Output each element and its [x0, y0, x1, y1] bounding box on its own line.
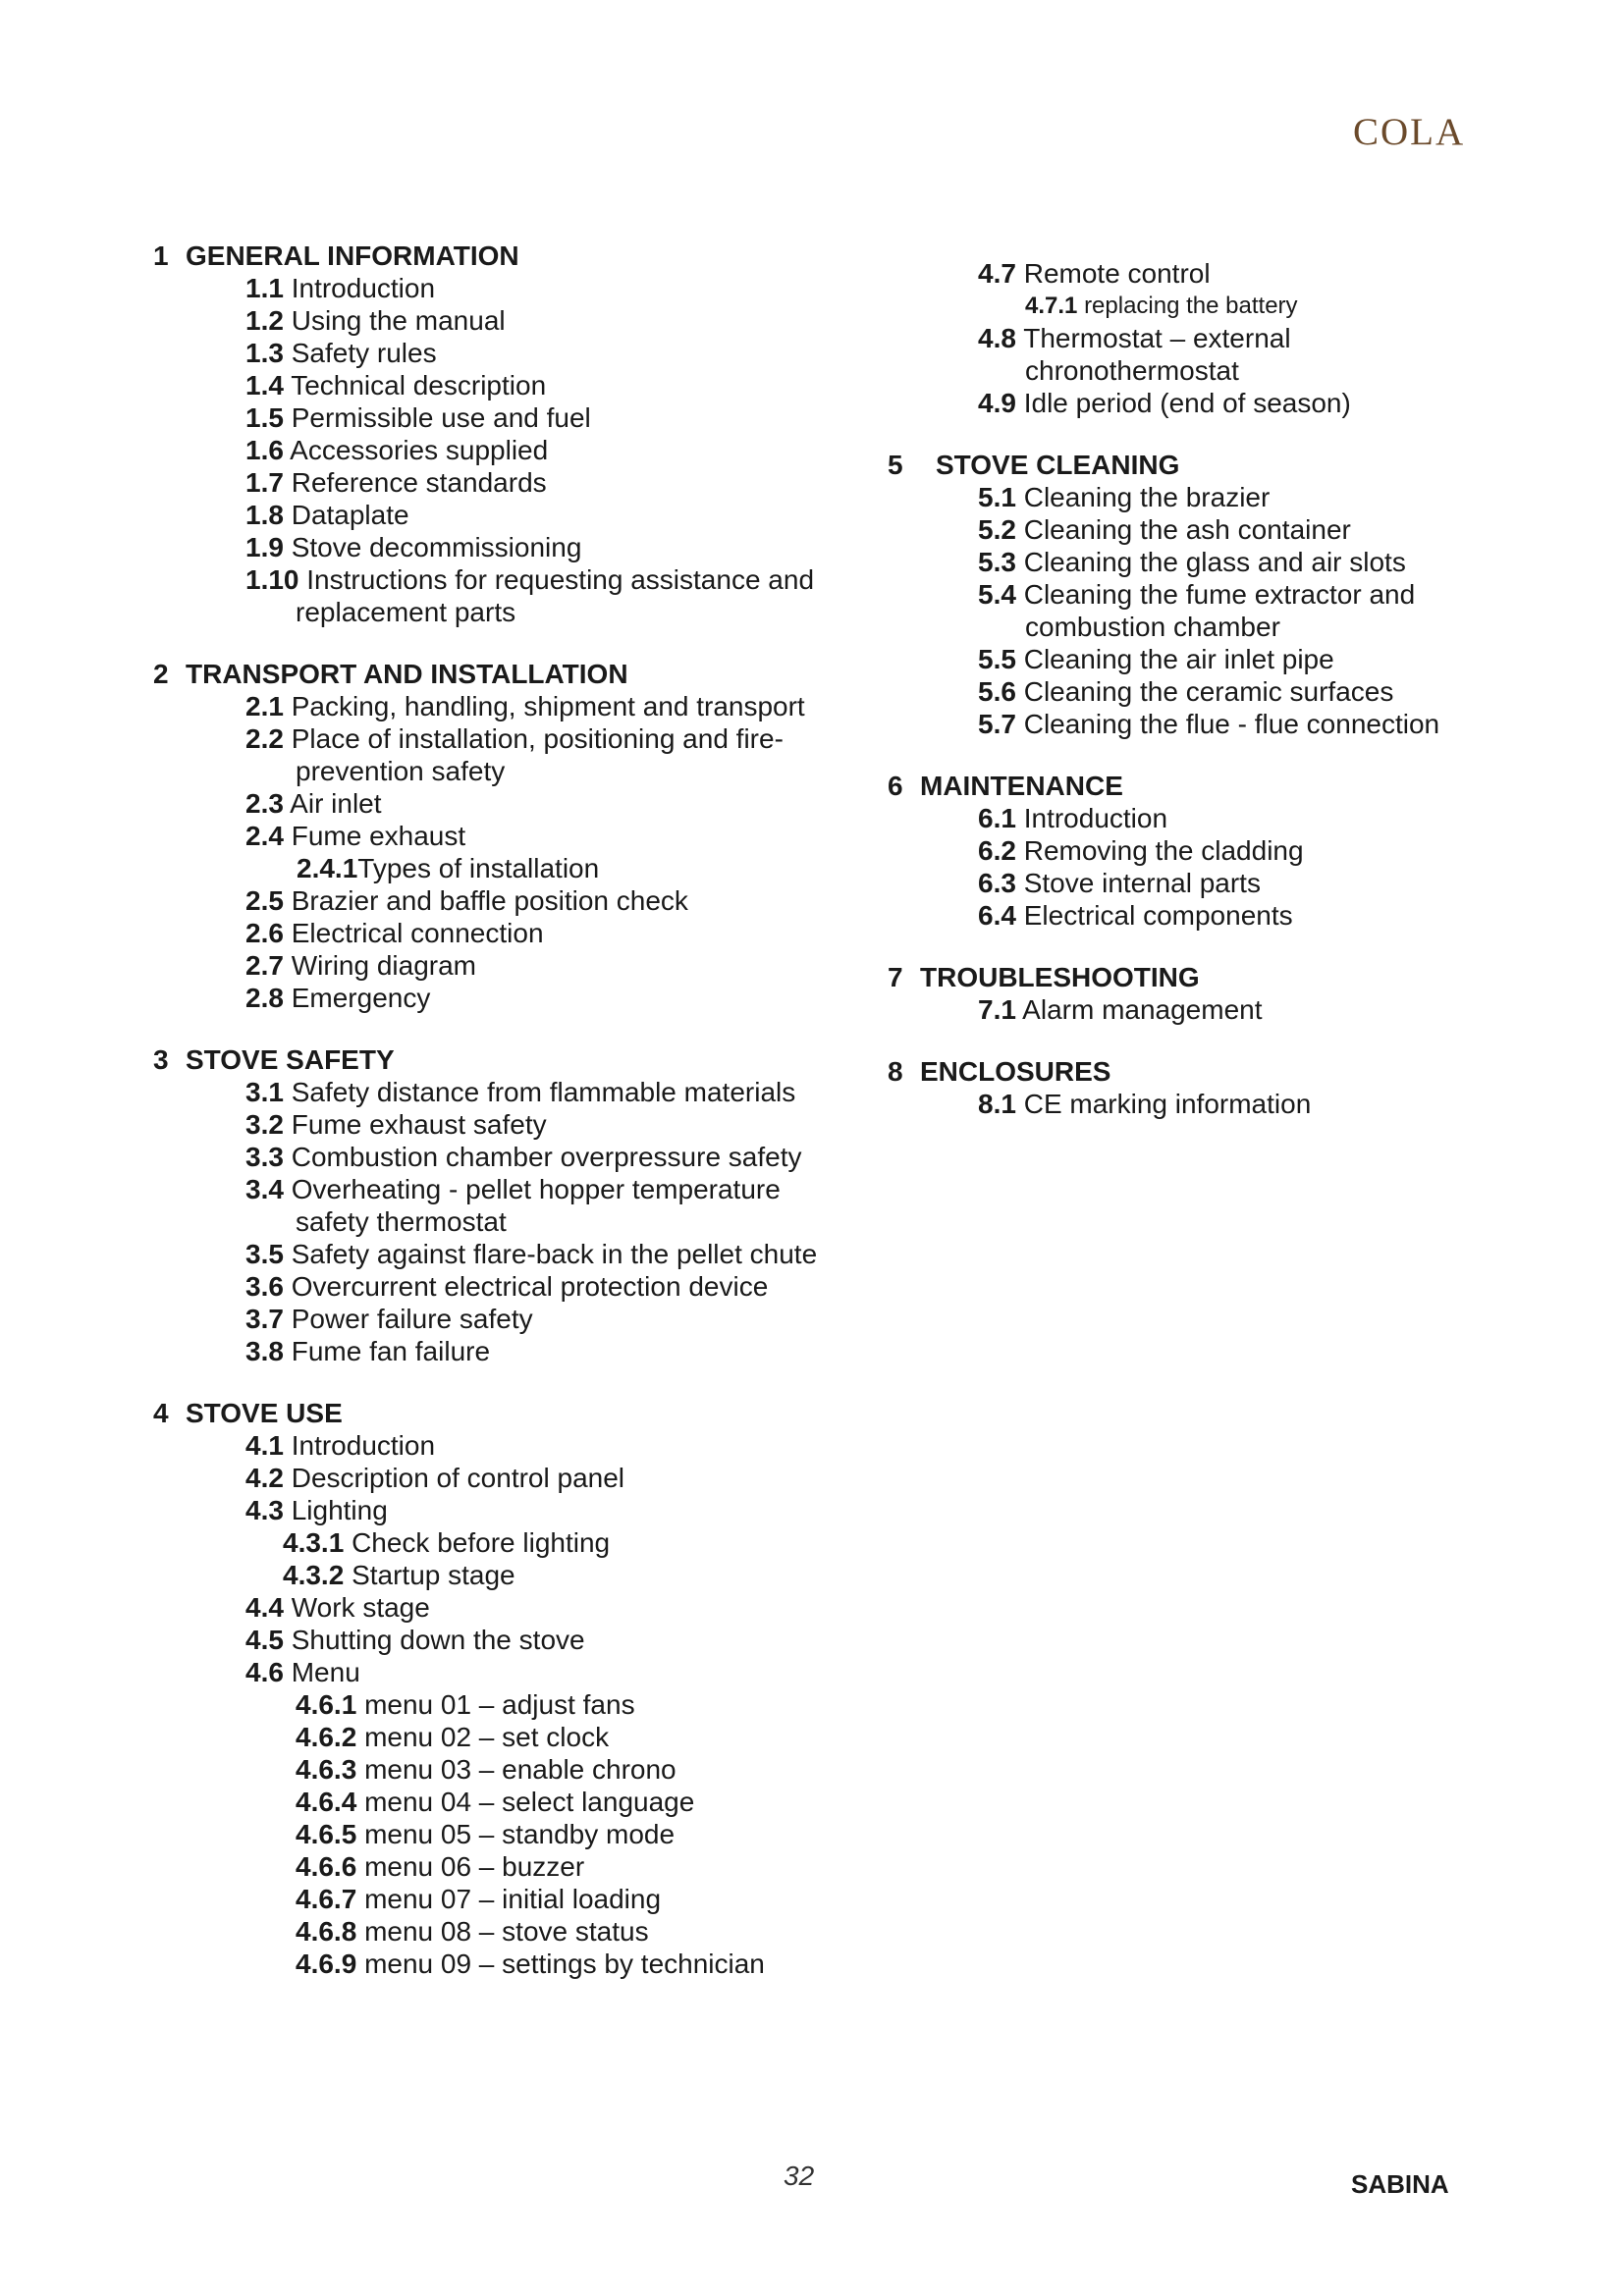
toc-entry [153, 1818, 860, 1850]
toc-entry [153, 1688, 860, 1721]
toc-entry [153, 1076, 860, 1108]
toc-entry-number: 6.3 [978, 868, 1016, 898]
toc-entry [888, 675, 1595, 708]
toc-entry-title: Electrical connection [291, 918, 544, 948]
toc-entry-number: 5.4 [978, 579, 1016, 610]
toc-entry-number: 1.6 [245, 435, 284, 465]
toc-entry-title: Alarm management [1022, 994, 1263, 1025]
toc-section [153, 658, 860, 1014]
toc-entry [153, 272, 860, 304]
toc-entry [153, 1915, 860, 1948]
toc-entry-number: 1.7 [245, 467, 284, 498]
toc-entry-number: 4.3.1 [283, 1527, 345, 1558]
toc-entry-title-continued: replacement parts [296, 597, 516, 627]
toc-entry-title: Combustion chamber overpressure safety [291, 1142, 802, 1172]
toc-entry-title: Overcurrent electrical protection device [291, 1271, 769, 1302]
toc-entry [153, 690, 860, 722]
toc-entry [153, 1303, 860, 1335]
toc-entry-number: 2.6 [245, 918, 284, 948]
toc-entry-number: 4.6.4 [296, 1787, 357, 1817]
toc-entry-number: 2.7 [245, 950, 284, 981]
toc-entry-number: 4.6.9 [296, 1949, 357, 1979]
toc-section-heading [888, 770, 1595, 802]
toc-entry-number: 4.3 [245, 1495, 284, 1525]
toc-section-number: 2 [153, 659, 169, 689]
toc-entry-title: Using the manual [291, 305, 506, 336]
toc-entry-title: Fume exhaust safety [291, 1109, 547, 1140]
toc-entry [153, 1656, 860, 1688]
toc-entry [153, 820, 860, 852]
toc-entry [153, 982, 860, 1014]
toc-section-number: 5 [888, 450, 903, 480]
toc-entry [888, 481, 1595, 513]
toc-entry [888, 578, 1595, 643]
toc-entry [888, 513, 1595, 546]
toc-entry-title: Cleaning the flue - flue connection [1023, 709, 1440, 739]
toc-entry-title: menu 06 – buzzer [364, 1851, 585, 1882]
toc-entry [153, 852, 860, 884]
toc-entry-number: 4.6.1 [296, 1689, 357, 1720]
toc-entry [153, 787, 860, 820]
toc-entry-number: 5.3 [978, 547, 1016, 577]
toc-entry [153, 563, 860, 628]
toc-entry-title: Cleaning the glass and air slots [1023, 547, 1406, 577]
toc-entry-title: Packing, handling, shipment and transport [291, 691, 805, 721]
toc-entry-title: Safety rules [291, 338, 437, 368]
toc-entry [153, 1624, 860, 1656]
toc-entry [153, 917, 860, 949]
toc-entry-title: Cleaning the ash container [1023, 514, 1351, 545]
toc-entry-number: 3.5 [245, 1239, 284, 1269]
toc-entry-title: Introduction [291, 1430, 436, 1461]
toc-entry [888, 708, 1595, 740]
toc-entry-number: 3.3 [245, 1142, 284, 1172]
toc-entry-number: 4.6.2 [296, 1722, 357, 1752]
toc-section-title: STOVE CLEANING [936, 450, 1180, 480]
toc-section-title: TRANSPORT AND INSTALLATION [186, 659, 628, 689]
toc-entry [153, 1173, 860, 1238]
toc-entry-number: 3.7 [245, 1304, 284, 1334]
toc-entry-title: Wiring diagram [291, 950, 476, 981]
toc-entry-title: menu 05 – standby mode [364, 1819, 676, 1849]
toc-entry-number: 2.5 [245, 885, 284, 916]
toc-entry-number: 4.6 [245, 1657, 284, 1687]
toc-section-number: 8 [888, 1056, 903, 1087]
toc-entry [888, 1088, 1595, 1120]
toc-entry [888, 290, 1595, 322]
toc-entry-title: Place of installation, positioning and fire- [291, 723, 784, 754]
toc-section-number: 1 [153, 240, 169, 271]
toc-entry-number: 8.1 [978, 1089, 1016, 1119]
toc-entry-number: 4.7 [978, 258, 1016, 289]
toc-section-title: ENCLOSURES [920, 1056, 1111, 1087]
toc-entry-title: Electrical components [1023, 900, 1293, 931]
toc-entry [153, 722, 860, 787]
toc-entry-number: 5.1 [978, 482, 1016, 512]
toc-entry-title: Cleaning the brazier [1023, 482, 1271, 512]
toc-entry-number: 3.8 [245, 1336, 284, 1366]
footer-brand: SABINA [1351, 2169, 1449, 2199]
toc-entry [153, 337, 860, 369]
toc-entry-title: Dataplate [291, 500, 409, 530]
toc-section [153, 240, 860, 628]
toc-entry-title: Startup stage [352, 1560, 515, 1590]
toc-entry-title: Thermostat – external [1023, 323, 1291, 353]
toc-entry-number: 1.2 [245, 305, 284, 336]
toc-entry [153, 369, 860, 401]
toc-entry [153, 1494, 860, 1526]
toc-entry [153, 1526, 860, 1559]
toc-entry-title: Shutting down the stove [291, 1625, 585, 1655]
toc-section-number: 4 [153, 1398, 169, 1428]
toc-entry-title: Fume fan failure [291, 1336, 491, 1366]
toc-entry [888, 802, 1595, 834]
toc-section-heading [153, 240, 860, 272]
toc-section-number: 7 [888, 962, 903, 992]
toc-entry-number: 1.1 [245, 273, 284, 303]
toc-entry-number: 3.4 [245, 1174, 284, 1204]
toc-entry [888, 899, 1595, 932]
toc-entry-title-continued: chronothermostat [1025, 355, 1239, 386]
toc-entry-number: 1.10 [245, 564, 299, 595]
toc-entry-number: 3.1 [245, 1077, 284, 1107]
toc-section [888, 1055, 1595, 1120]
toc-entry [153, 401, 860, 434]
toc-entry-number: 4.7.1 [1025, 293, 1078, 319]
toc-entry [153, 1335, 860, 1367]
toc-entry-number: 7.1 [978, 994, 1016, 1025]
toc-section-heading [888, 1055, 1595, 1088]
toc-entry [153, 1559, 860, 1591]
toc-entry [153, 1948, 860, 1980]
toc-entry [153, 1721, 860, 1753]
toc-entry [153, 949, 860, 982]
toc-entry-title: Work stage [291, 1592, 430, 1623]
toc-entry [153, 884, 860, 917]
toc-right-column [888, 257, 1595, 1149]
toc-entry-title: Introduction [1023, 803, 1168, 833]
toc-entry [888, 546, 1595, 578]
toc-entry-title: Technical description [291, 370, 547, 400]
toc-section-title: STOVE USE [186, 1398, 343, 1428]
toc-entry [888, 993, 1595, 1026]
toc-entry-title: Power failure safety [291, 1304, 533, 1334]
toc-entry-title: menu 09 – settings by technician [364, 1949, 765, 1979]
toc-section-number: 3 [153, 1044, 169, 1075]
toc-entry-title: Check before lighting [352, 1527, 611, 1558]
toc-entry-title: menu 03 – enable chrono [364, 1754, 677, 1785]
toc-entry [153, 499, 860, 531]
toc-entry-title: Description of control panel [291, 1463, 625, 1493]
toc-entry-title: Safety against flare-back in the pellet chute [291, 1239, 818, 1269]
toc-section [888, 961, 1595, 1026]
toc-section-heading [153, 1043, 860, 1076]
toc-entry-number: 3.2 [245, 1109, 284, 1140]
toc-entry-number: 6.4 [978, 900, 1016, 931]
toc-entry-title: Idle period (end of season) [1023, 388, 1351, 418]
toc-entry-title: Accessories supplied [290, 435, 549, 465]
toc-entry [888, 257, 1595, 290]
toc-entry-title: menu 07 – initial loading [364, 1884, 662, 1914]
toc-entry [153, 1238, 860, 1270]
toc-section [888, 449, 1595, 740]
toc-entry-number: 3.6 [245, 1271, 284, 1302]
toc-entry-title: Cleaning the ceramic surfaces [1023, 676, 1394, 707]
toc-entry [153, 1462, 860, 1494]
toc-section-heading [888, 961, 1595, 993]
toc-entry-number: 4.2 [245, 1463, 284, 1493]
toc-entry-number: 2.1 [245, 691, 284, 721]
toc-entry-number: 4.6.8 [296, 1916, 357, 1947]
toc-section-heading [153, 1397, 860, 1429]
toc-entry-title: Stove decommissioning [291, 532, 582, 562]
toc-entry-title: Safety distance from flammable materials [291, 1077, 796, 1107]
toc-entry-title: menu 01 – adjust fans [364, 1689, 635, 1720]
toc-entry-title: Air inlet [290, 788, 382, 819]
toc-entry-title: Lighting [291, 1495, 388, 1525]
toc-entry-number: 5.5 [978, 644, 1016, 674]
toc-section-number: 6 [888, 771, 903, 801]
toc-section-title: STOVE SAFETY [186, 1044, 395, 1075]
toc-section [888, 770, 1595, 932]
toc-entry-number: 4.5 [245, 1625, 284, 1655]
toc-entry-title: Cleaning the air inlet pipe [1023, 644, 1334, 674]
toc-entry [153, 1753, 860, 1786]
toc-entry [153, 466, 860, 499]
toc-entry-title: Introduction [291, 273, 436, 303]
toc-entry-title: Brazier and baffle position check [291, 885, 688, 916]
toc-entry-title: Stove internal parts [1023, 868, 1261, 898]
toc-entry [153, 1850, 860, 1883]
toc-entry-title: Menu [291, 1657, 360, 1687]
toc-entry-title: Reference standards [291, 467, 547, 498]
toc-entry-title: Emergency [291, 983, 431, 1013]
toc-entry [888, 322, 1595, 387]
toc-entry-number: 4.9 [978, 388, 1016, 418]
toc-section [153, 1043, 860, 1367]
toc-entry [153, 1786, 860, 1818]
toc-entry [153, 1141, 860, 1173]
toc-entry-number: 4.3.2 [283, 1560, 345, 1590]
toc-entry-title-continued: combustion chamber [1025, 612, 1280, 642]
toc-entry-number: 1.8 [245, 500, 284, 530]
toc-entry-title: Cleaning the fume extractor and [1023, 579, 1416, 610]
toc-section [153, 1397, 860, 1980]
toc-entry-number: 1.4 [245, 370, 284, 400]
toc-entry-number: 4.6.3 [296, 1754, 357, 1785]
toc-entry-number: 2.4 [245, 821, 284, 851]
toc-entry [888, 643, 1595, 675]
toc-entry-title: replacing the battery [1084, 293, 1298, 319]
toc-entry [153, 1883, 860, 1915]
toc-entry [153, 531, 860, 563]
toc-entry [153, 1591, 860, 1624]
toc-entry-title: Removing the cladding [1023, 835, 1304, 866]
toc-entry-title: menu 04 – select language [364, 1787, 695, 1817]
toc-section-heading [153, 658, 860, 690]
toc-entry [153, 434, 860, 466]
toc-entry-title: Overheating - pellet hopper temperature [291, 1174, 781, 1204]
toc-entry-number: 4.6.6 [296, 1851, 357, 1882]
toc-entry-title: Instructions for requesting assistance and [306, 564, 815, 595]
brand-logo: COLA [1353, 111, 1466, 153]
toc-left-column [153, 240, 860, 2009]
toc-entry [153, 1270, 860, 1303]
toc-section-heading [888, 449, 1595, 481]
toc-entry [888, 834, 1595, 867]
toc-entry-number: 2.8 [245, 983, 284, 1013]
toc-entry-number: 4.6.5 [296, 1819, 357, 1849]
toc-section-title: GENERAL INFORMATION [186, 240, 519, 271]
toc-entry-number: 4.6.7 [296, 1884, 357, 1914]
toc-entry-number: 2.3 [245, 788, 284, 819]
toc-entry-title: Remote control [1023, 258, 1211, 289]
toc-section-title: MAINTENANCE [920, 771, 1123, 801]
toc-entry-number: 1.5 [245, 402, 284, 433]
toc-entry-title-continued: safety thermostat [296, 1206, 507, 1237]
toc-entry-number: 4.8 [978, 323, 1016, 353]
toc-section-title: TROUBLESHOOTING [920, 962, 1200, 992]
toc-entry-title: Types of installation [357, 853, 600, 883]
toc-entry-title: menu 08 – stove status [364, 1916, 649, 1947]
toc-entry-title-continued: prevention safety [296, 756, 506, 786]
toc-entry-title: menu 02 – set clock [364, 1722, 610, 1752]
toc-entry-number: 5.2 [978, 514, 1016, 545]
toc-entry-number: 2.2 [245, 723, 284, 754]
toc-entry [888, 867, 1595, 899]
toc-entry-number: 2.4.1 [297, 853, 358, 883]
toc-entry [153, 304, 860, 337]
toc-section-4-continued [888, 257, 1595, 419]
toc-entry-title: Fume exhaust [291, 821, 466, 851]
toc-entry-number: 4.4 [245, 1592, 284, 1623]
toc-entry [888, 387, 1595, 419]
toc-entry-number: 5.6 [978, 676, 1016, 707]
toc-entry-title: Permissible use and fuel [291, 402, 591, 433]
toc-entry-number: 4.1 [245, 1430, 284, 1461]
toc-entry-number: 1.9 [245, 532, 284, 562]
page-number: 32 [784, 2161, 815, 2191]
toc-entry-number: 6.1 [978, 803, 1016, 833]
toc-entry [153, 1429, 860, 1462]
toc-entry-title: CE marking information [1023, 1089, 1312, 1119]
toc-entry-number: 5.7 [978, 709, 1016, 739]
toc-entry [153, 1108, 860, 1141]
toc-entry-number: 1.3 [245, 338, 284, 368]
toc-entry-number: 6.2 [978, 835, 1016, 866]
